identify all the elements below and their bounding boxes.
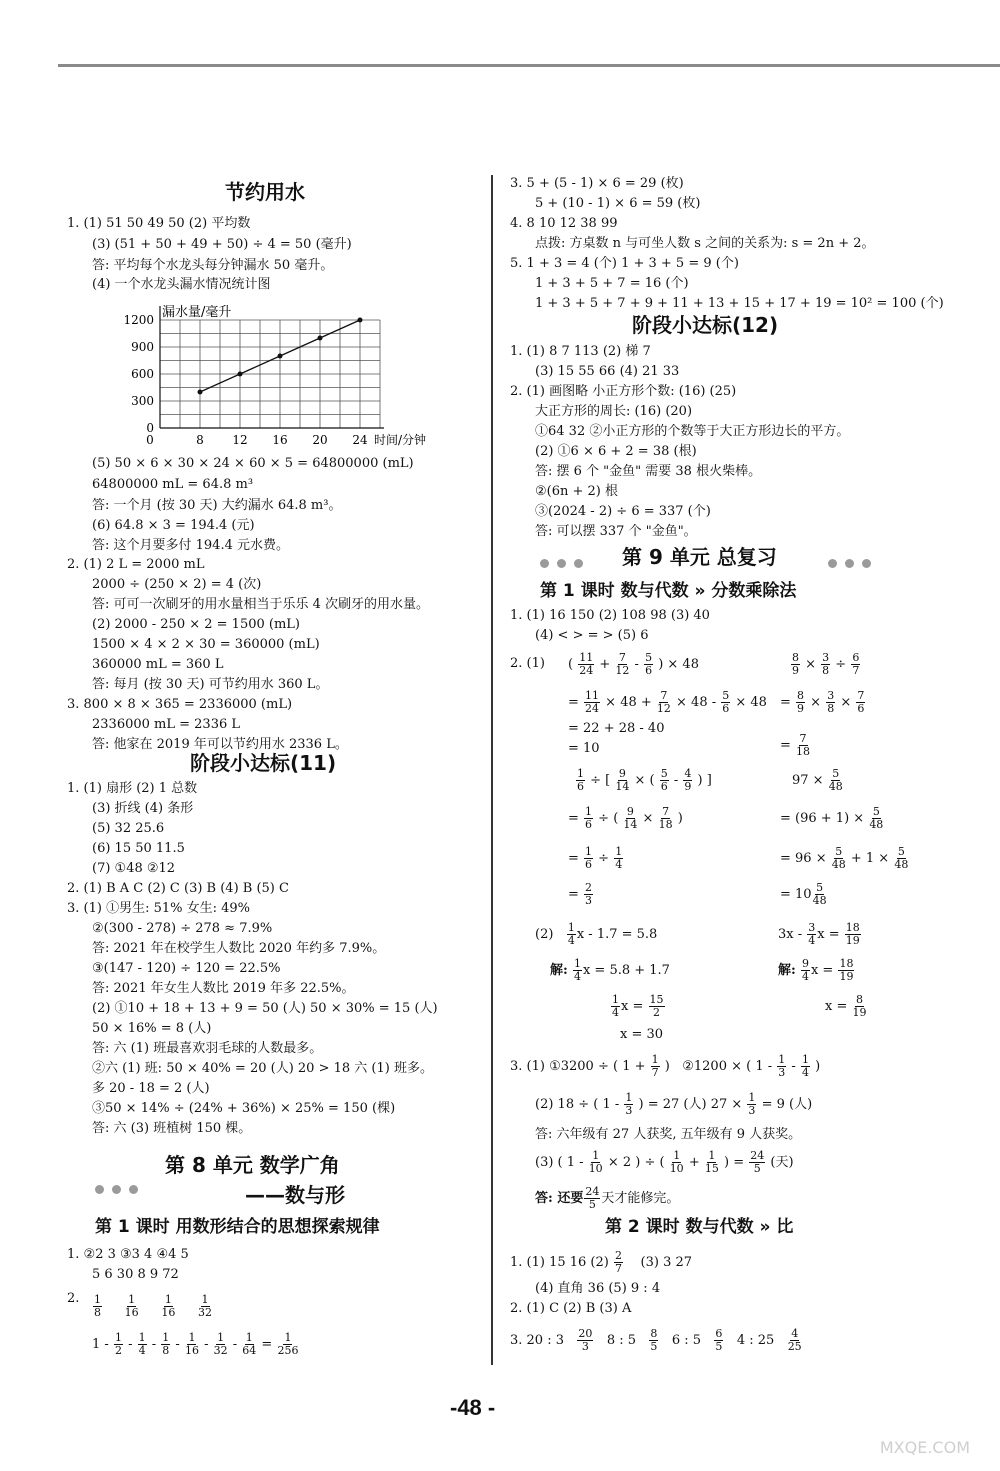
unit9-title: 第 9 单元 总复习	[622, 545, 777, 569]
data-point	[278, 354, 283, 359]
answer-line: 2. (1) 2 L = 2000 mL	[67, 557, 205, 572]
expr-start: (2)	[535, 927, 554, 942]
answer-line: 360000 mL = 360 L	[92, 657, 224, 672]
calc-expression: = $\frac{2}{3}$	[568, 881, 593, 907]
answer-line: 答: 六 (3) 班植树 150 棵。	[92, 1121, 252, 1136]
unit8-subtitle: ——数与形	[245, 1183, 345, 1207]
column-divider	[491, 175, 493, 1365]
answer-line: 答: 可以摆 337 个 "金鱼"。	[535, 524, 697, 539]
answer-line: (2) ①10 + 18 + 13 + 9 = 50 (人) 50 × 30% = 15 (人)	[92, 1001, 438, 1016]
answer-line: 3. 5 + (5 - 1) × 6 = 29 (枚)	[510, 176, 684, 191]
answer-line: 点拨: 方桌数 n 与可坐人数 s 之间的关系为: s = 2n + 2。	[535, 236, 875, 251]
expr-end: (天)	[770, 1155, 794, 1170]
answer-line: (4) < > = > (5) 6	[535, 628, 649, 643]
answer-line: (5) 32 25.6	[92, 821, 165, 836]
data-point	[238, 372, 243, 377]
calc-expression: x = $\frac{8}{19}$	[825, 993, 867, 1019]
x-tick-label: 0	[146, 433, 154, 447]
calc-expression: = (96 + 1) × $\frac{5}{48}$	[780, 805, 884, 831]
section-title-stage11: 阶段小达标(11)	[190, 751, 337, 775]
y-tick-label: 0	[146, 421, 154, 435]
solve-label: 解:	[550, 963, 568, 978]
unit-dots-left	[540, 556, 591, 574]
expr-end: = 9 (人)	[761, 1097, 813, 1112]
answer-line: 1 + 3 + 5 + 7 = 16 (个)	[535, 276, 689, 291]
calc-expression: = $\frac{11}{24}$ × 48 + $\frac{7}{12}$ × 48 - $\frac{5}{6}$ × 48	[568, 689, 767, 715]
answer-line: ①64 32 ②小正方形的个数等于大正方形边长的平方。	[535, 424, 850, 439]
answer-line: 3. (1) ①男生: 51% 女生: 49%	[67, 901, 251, 916]
expr-start: (3)	[535, 1155, 554, 1170]
expr-start: 3. (1) ①3200 ÷	[510, 1059, 609, 1074]
calc-expression: 1. (1) 15 16 (2) $\frac{2}{7}$ (3) 3 27	[510, 1249, 693, 1275]
calc-expression: 3. (1) ①3200 ÷ ( 1 + $\frac{1}{7}$ ) ②1200 × ( 1 - $\frac{1}{3}$ - $\frac{1}{4}$ )	[510, 1053, 821, 1079]
answer-line: (2) ①6 × 6 + 2 = 38 (根)	[535, 444, 697, 459]
expr-start: 1 -	[92, 1337, 109, 1352]
answer-line: 答: 每月 (按 30 天) 可节约用水 360 L。	[92, 677, 329, 692]
answer-line: 1500 × 4 × 2 × 30 = 360000 (mL)	[92, 637, 320, 652]
expr-rest: = 27 (人) 27 ×	[647, 1097, 743, 1112]
expr-start: ②1200 ×	[682, 1059, 742, 1074]
calc-expression: (2) $\frac{1}{4}$ x - 1.7 = 5.8	[535, 921, 658, 947]
ratio: 8 : 5	[606, 1333, 636, 1348]
x-tick-label: 8	[196, 433, 204, 447]
answer-line: 1. (1) 16 150 (2) 108 98 (3) 40	[510, 608, 710, 623]
calc-expression: = 96 × $\frac{5}{48}$ + 1 × $\frac{5}{48}$	[780, 845, 909, 871]
calc-expression: = $\frac{7}{18}$	[780, 732, 811, 758]
data-point	[358, 318, 363, 323]
calc-expression: (3) ( 1 - $\frac{1}{10}$ × 2 ) ÷ ( $\frac{1}{10}$ + $\frac{1}{15}$ ) = $\frac{24}{5}$ (天)	[535, 1149, 794, 1175]
fraction-sequence: $\frac{1}{8}$ $\frac{1}{16}$ $\frac{1}{16}$ $\frac{1}{32}$	[94, 1293, 213, 1319]
data-point	[318, 336, 323, 341]
answer-line: (3) 15 55 66 (4) 21 33	[535, 364, 680, 379]
y-tick-label: 300	[131, 394, 154, 408]
answer-line: (6) 15 50 11.5	[92, 841, 185, 856]
answer-line: 1 + 3 + 5 + 7 + 9 + 11 + 13 + 15 + 17 + 19 = 10² = 100 (个)	[535, 296, 944, 311]
expr-start: = (96 + 1) ×	[780, 811, 865, 826]
ratio: 6 : 5	[671, 1333, 701, 1348]
answer-line: 1. (1) 8 7 113 (2) 梯 7	[510, 344, 651, 359]
calc-expression: = $\frac{8}{9}$ × $\frac{3}{8}$ × $\frac{7}{6}$	[780, 689, 865, 715]
answer-line: 1. ②2 3 ③3 4 ④4 5	[67, 1247, 189, 1262]
expr-rest: x - 1.7 = 5.8	[576, 927, 658, 942]
ratio: 4 : 25	[736, 1333, 775, 1348]
calc-expression: $\frac{8}{9}$ × $\frac{3}{8}$ ÷ $\frac{6}{7}$	[792, 651, 860, 677]
unit8-title: 第 8 单元 数学广角	[165, 1153, 340, 1177]
answer-line: ②六 (1) 班: 50 × 40% = 20 (人) 20 > 18 六 (1) 班多。	[92, 1061, 433, 1076]
answer-line: 多 20 - 18 = 2 (人)	[92, 1081, 210, 1096]
fraction-expression: 1 - $\frac{1}{2}$ - $\frac{1}{4}$ - $\frac{1}{8}$ - $\frac{1}{16}$ - $\frac{1}{32}$ - $\frac{1}{64}$ = $\frac{1}{256}$	[92, 1331, 299, 1357]
lesson-title: 第 2 课时 数与代数 » 比	[605, 1217, 794, 1237]
calc-expression: 解: $\frac{9}{4}$ x = $\frac{18}{19}$	[778, 957, 854, 983]
data-point	[198, 390, 203, 395]
calc-expression: = $\frac{1}{6}$ ÷ ( $\frac{9}{14}$ × $\frac{7}{18}$ )	[568, 805, 683, 831]
expr-start: (2) 18 ÷	[535, 1097, 590, 1112]
answer-line: 2000 ÷ (250 × 2) = 4 (次)	[92, 577, 262, 592]
answer-line: (5) 50 × 6 × 30 × 24 × 60 × 5 = 64800000 (mL)	[92, 456, 414, 471]
x-axis-label: 时间/分钟	[374, 433, 427, 447]
answer-line: 64800000 mL = 64.8 m³	[92, 477, 254, 492]
expr-start: 97 ×	[792, 773, 824, 788]
x-tick-label: 12	[232, 433, 248, 447]
answer-line: (3) (51 + 50 + 49 + 50) ÷ 4 = 50 (毫升)	[92, 237, 352, 252]
calc-expression: 解: $\frac{1}{4}$ x = 5.8 + 1.7	[550, 957, 670, 983]
answer-line: (7) ①48 ②12	[92, 861, 176, 876]
answer-line: 答: 2021 年在校学生人数比 2020 年约多 7.9%。	[92, 941, 386, 956]
line-chart	[110, 292, 440, 452]
answer-line: 1. (1) 51 50 49 50 (2) 平均数	[67, 216, 251, 231]
answer-line: 答: 平均每个水龙头每分钟漏水 50 毫升。	[92, 258, 334, 273]
x-tick-label: 24	[352, 433, 368, 447]
answer-line: 2. (1) 画图略 小正方形个数: (16) (25)	[510, 384, 737, 399]
calc-expression: (2) 18 ÷ ( 1 - $\frac{1}{3}$ ) = 27 (人) 27 × $\frac{1}{3}$ = 9 (人)	[535, 1091, 813, 1117]
answer-line: 2. (1)	[510, 656, 545, 671]
answer-line: (4) 直角 36 (5) 9 : 4	[535, 1281, 661, 1296]
calc-expression: = 10 $\frac{5}{48}$	[780, 881, 827, 907]
answer-line: 答: 六 (1) 班最喜欢羽毛球的人数最多。	[92, 1041, 323, 1056]
answer-line: 答: 这个月要多付 194.4 元水费。	[92, 538, 289, 553]
expr-start: = 10	[780, 887, 812, 902]
answer-line: 50 × 16% = 8 (人)	[92, 1021, 212, 1036]
expr-rest: (3) 3 27	[640, 1255, 693, 1270]
y-tick-label: 900	[131, 340, 154, 354]
answer-line: (2) 2000 - 250 × 2 = 1500 (mL)	[92, 617, 301, 632]
calc-expression: 3. 20 : 3 $\frac{20}{3}$ 8 : 5 $\frac{8}{5}$ 6 : 5 $\frac{6}{5}$ 4 : 25 $\frac{4}{25}$	[510, 1327, 802, 1353]
calc-expression: 3x - $\frac{3}{4}$ x = $\frac{18}{19}$	[778, 921, 860, 947]
answer-line: 答: 2021 年女生人数比 2019 年多 22.5%。	[92, 981, 355, 996]
answer-label: 答: 还要	[535, 1191, 584, 1206]
section-title-stage12: 阶段小达标(12)	[632, 313, 779, 337]
answer-line: 5 6 30 8 9 72	[92, 1267, 179, 1282]
unit-dots-right	[828, 556, 879, 574]
y-tick-label: 600	[131, 367, 154, 381]
answer-line: = 22 + 28 - 40	[568, 721, 665, 736]
answer-line: ③(147 - 120) ÷ 120 = 22.5%	[92, 961, 281, 976]
section-title-water: 节约用水	[225, 180, 305, 204]
answer-line: 答: 摆 6 个 "金鱼" 需要 38 根火柴棒。	[535, 464, 762, 479]
answer-line: x = 30	[620, 1027, 664, 1042]
calc-expression: $\frac{1}{6}$ ÷ [ $\frac{9}{14}$ × ( $\frac{5}{6}$ - $\frac{4}{9}$ ) ]	[577, 767, 712, 793]
answer-line: 1. (1) 扇形 (2) 1 总数	[67, 781, 198, 796]
answer-line: 2. (1) C (2) B (3) A	[510, 1301, 632, 1316]
unit-dots-left	[95, 1182, 146, 1200]
answer-line: 5. 1 + 3 = 4 (个) 1 + 3 + 5 = 9 (个)	[510, 256, 739, 271]
expr-end: 天才能修完。	[601, 1191, 680, 1206]
calc-expression: ( $\frac{11}{24}$ + $\frac{7}{12}$ - $\frac{5}{6}$ ) × 48	[568, 651, 699, 677]
answer-line: (3) 折线 (4) 条形	[92, 801, 194, 816]
x-tick-label: 20	[312, 433, 328, 447]
lesson-title: 第 1 课时 数与代数 » 分数乘除法	[540, 581, 797, 601]
calc-expression: 答: 还要 $\frac{24}{5}$ 天才能修完。	[535, 1185, 680, 1211]
lesson-title: 第 1 课时 用数形结合的思想探索规律	[95, 1217, 380, 1237]
expr-start: 1. (1) 15 16 (2)	[510, 1255, 609, 1270]
answer-line: 答: 可可一次刷牙的用水量相当于乐乐 4 次刷牙的用水量。	[92, 597, 430, 612]
answer-line: 大正方形的周长: (16) (20)	[535, 404, 693, 419]
answer-line: ③(2024 - 2) ÷ 6 = 337 (个)	[535, 504, 711, 519]
answer-line: 4. 8 10 12 38 99	[510, 216, 618, 231]
answer-line: (4) 一个水龙头漏水情况统计图	[92, 277, 271, 292]
answer-line: 2. (1) B A C (2) C (3) B (4) B (5) C	[67, 881, 289, 896]
x-tick-label: 16	[272, 433, 288, 447]
answer-line: ③50 × 14% ÷ (24% + 36%) × 25% = 150 (棵)	[92, 1101, 396, 1116]
calc-expression: 97 × $\frac{5}{48}$	[792, 767, 843, 793]
answer-line: 答: 他家在 2019 年可以节约用水 2336 L。	[92, 737, 348, 752]
watermark: MXQE.COM	[879, 1438, 970, 1457]
ratio: 3. 20 : 3	[510, 1333, 564, 1348]
calc-expression: = $\frac{1}{6}$ ÷ $\frac{1}{4}$	[568, 845, 623, 871]
answer-line: 2.	[67, 1291, 80, 1306]
y-axis-label: 漏水量/毫升	[162, 305, 232, 320]
answer-line: 2336000 mL = 2336 L	[92, 717, 240, 732]
answer-line: (6) 64.8 × 3 = 194.4 (元)	[92, 518, 255, 533]
answer-line: ②(6n + 2) 根	[535, 484, 619, 499]
answer-line: 3. 800 × 8 × 365 = 2336000 (mL)	[67, 697, 293, 712]
answer-line: 5 + (10 - 1) × 6 = 59 (枚)	[535, 196, 701, 211]
answer-line: 答: 六年级有 27 人获奖, 五年级有 9 人获奖。	[535, 1127, 802, 1142]
y-tick-label: 1200	[123, 313, 154, 327]
calc-expression: $\frac{1}{4}$ x = $\frac{15}{2}$	[612, 993, 664, 1019]
answer-line: = 10	[568, 741, 600, 756]
answer-line: ②(300 - 278) ÷ 278 ≈ 7.9%	[92, 921, 273, 936]
page-number: -48 -	[450, 1395, 496, 1420]
top-rule	[58, 64, 1000, 67]
answer-line: 答: 一个月 (按 30 天) 大约漏水 64.8 m³。	[92, 498, 342, 513]
